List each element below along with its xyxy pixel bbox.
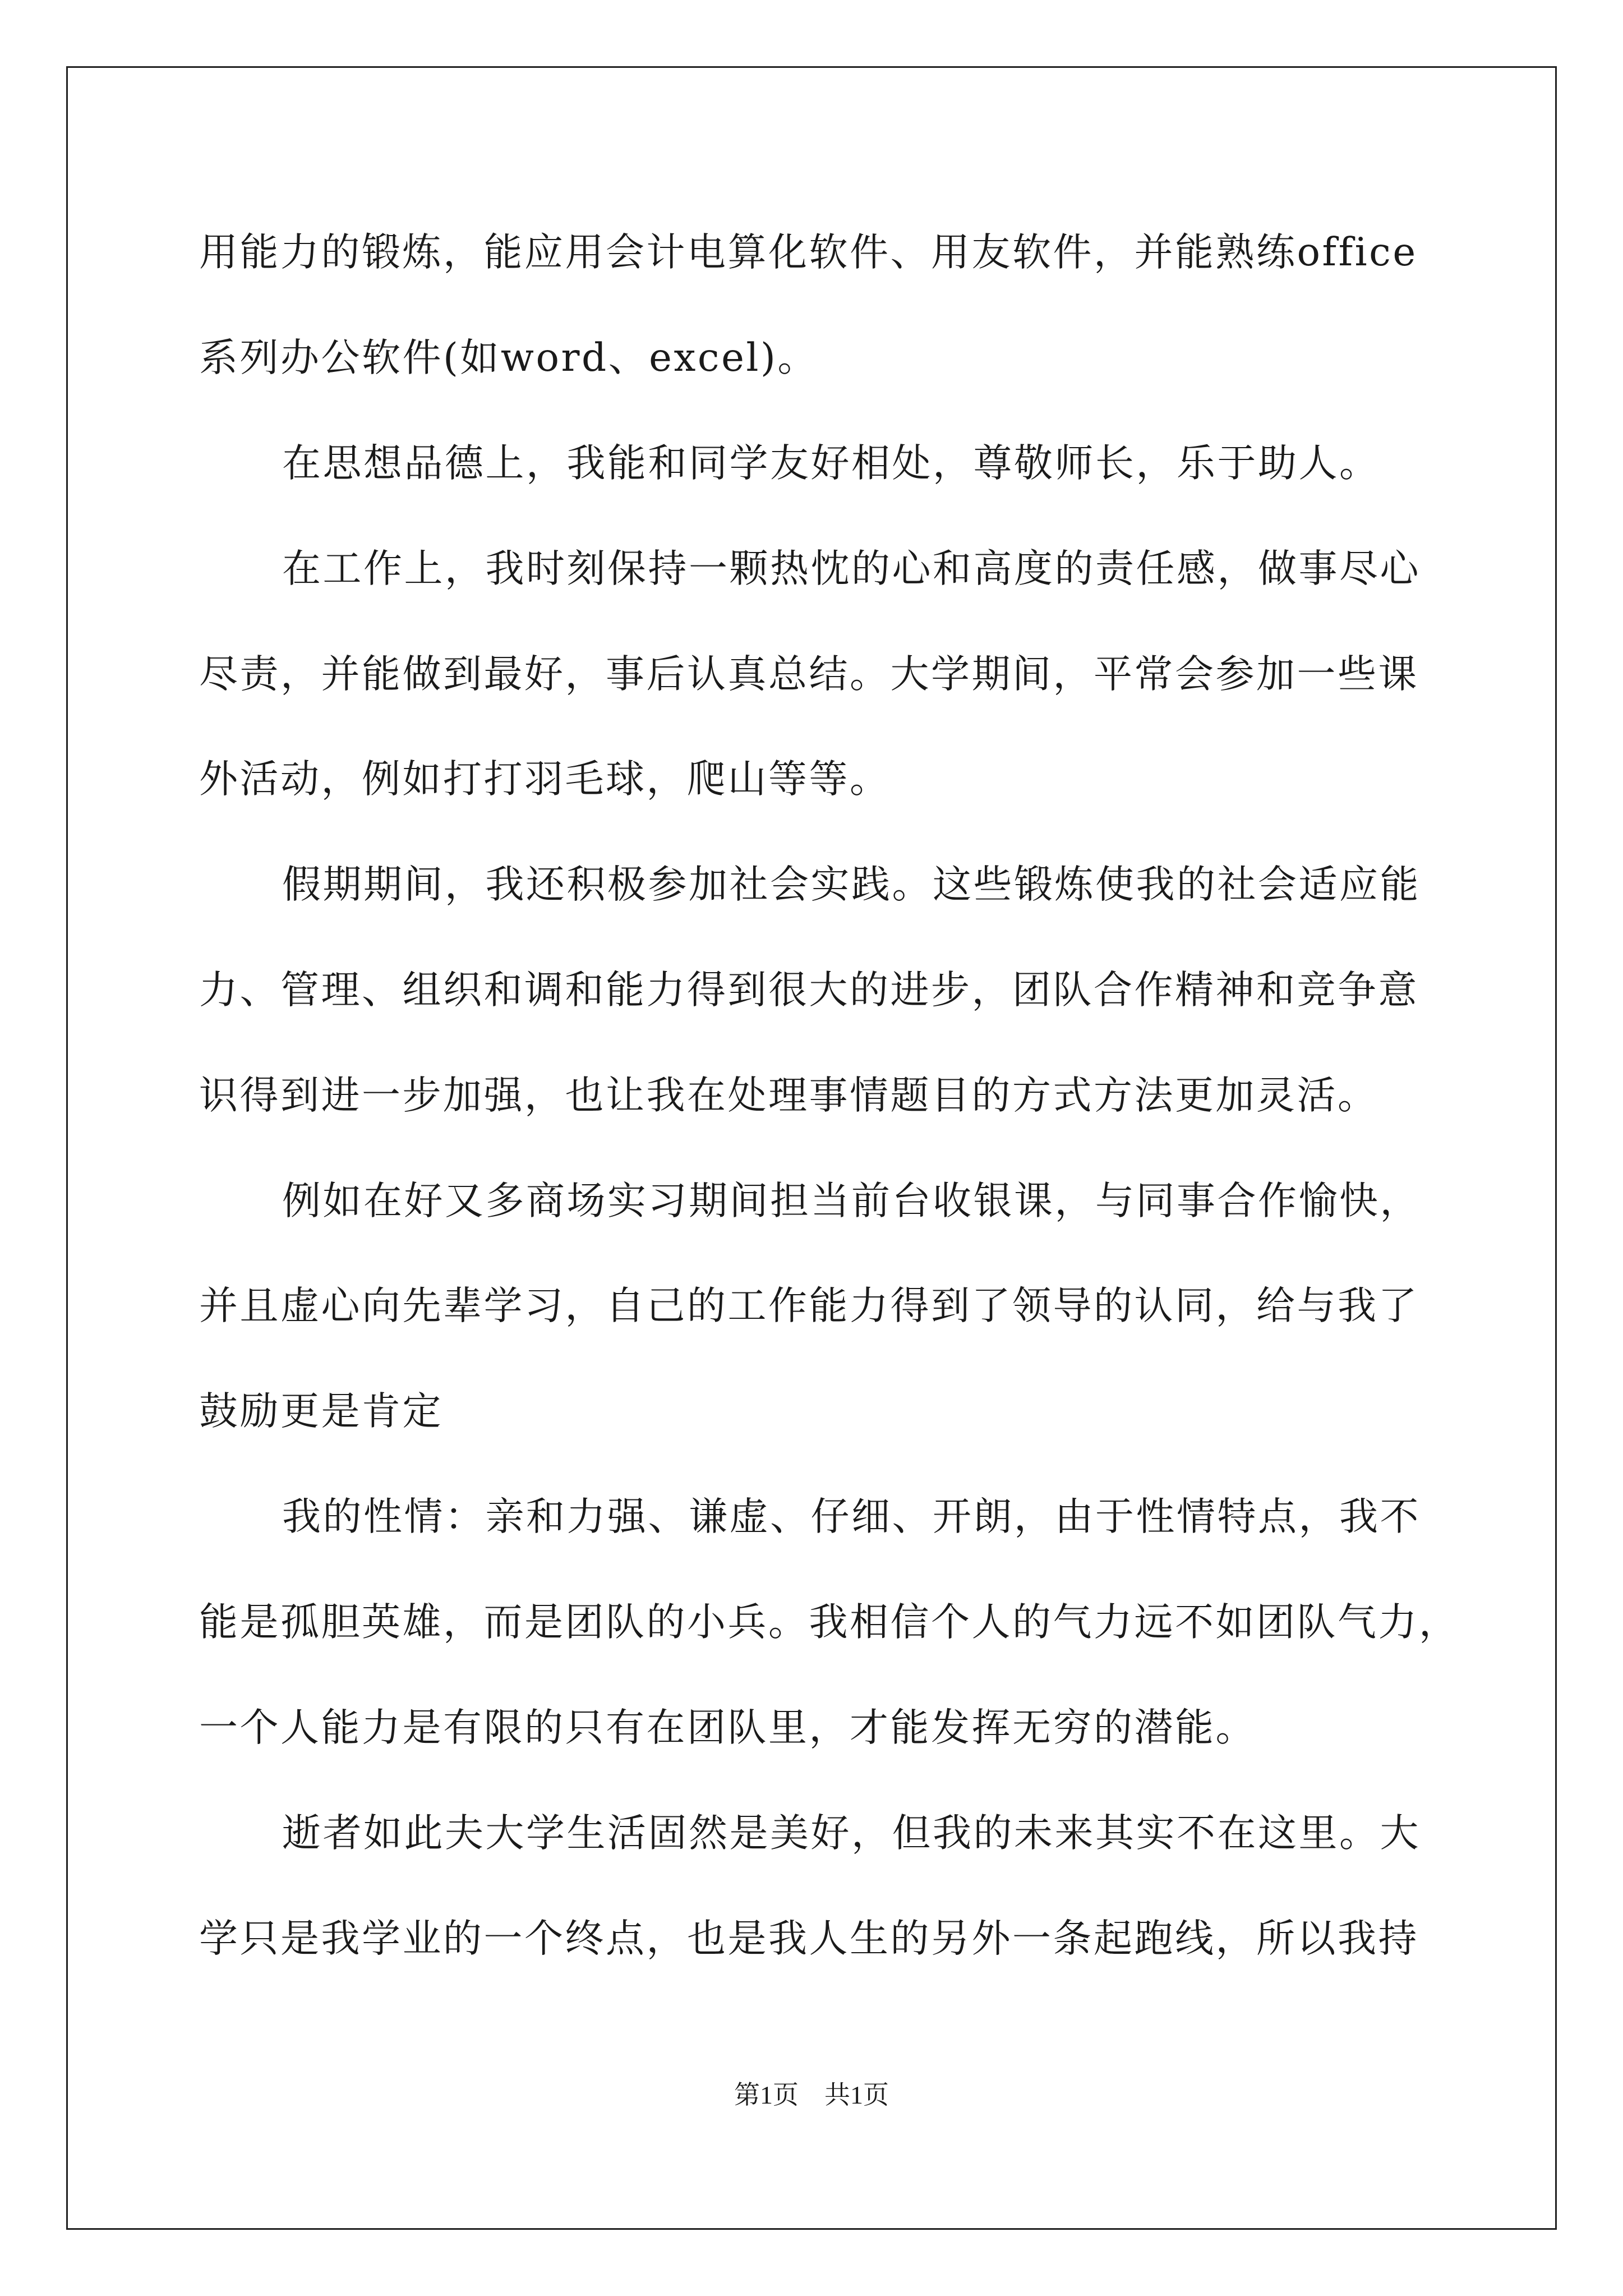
paragraph-start-line: 逝者如此夫大学生活固然是美好，但我的未来其实不在这里。大 xyxy=(282,1811,1421,1856)
paragraph-start-line: 在工作上，我时刻保持一颗热忱的心和高度的责任感，做事尽心 xyxy=(282,546,1421,591)
text-line: 系列办公软件(如word、excel)。 xyxy=(199,335,818,380)
text-line: 尽责，并能做到最好，事后认真总结。大学期间，平常会参加一些课 xyxy=(199,652,1419,697)
paragraph-start-line: 假期期间，我还积极参加社会实践。这些锻炼使我的社会适应能 xyxy=(282,862,1421,907)
text-line: 用能力的锻炼，能应用会计电算化软件、用友软件，并能熟练office xyxy=(199,230,1418,275)
page-border xyxy=(66,66,1557,2230)
text-line: 外活动，例如打打羽毛球，爬山等等。 xyxy=(199,757,891,802)
page-number-current: 第1页 xyxy=(734,2081,799,2109)
page-footer xyxy=(0,2078,1623,2112)
paragraph-start-line: 例如在好又多商场实习期间担当前台收银课，与同事合作愉快， xyxy=(282,1179,1421,1223)
text-line: 识得到进一步加强，也让我在处理事情题目的方式方法更加灵活。 xyxy=(199,1073,1378,1118)
text-line: 鼓励更是肯定 xyxy=(199,1389,443,1434)
text-line: 力、管理、组织和调和能力得到很大的进步，团队合作精神和竞争意 xyxy=(199,968,1419,1013)
paragraph-start-line: 在思想品德上，我能和同学友好相处，尊敬师长，乐于助人。 xyxy=(282,441,1380,486)
text-line: 一个人能力是有限的只有在团队里，才能发挥无穷的潜能。 xyxy=(199,1705,1256,1750)
text-line: 学只是我学业的一个终点，也是我人生的另外一条起跑线，所以我持 xyxy=(199,1916,1419,1961)
text-line: 能是孤胆英雄，而是团队的小兵。我相信个人的气力远不如团队气力， xyxy=(199,1600,1460,1645)
paragraph-start-line: 我的性情：亲和力强、谦虚、仔细、开朗，由于性情特点，我不 xyxy=(282,1494,1421,1539)
page-number-total: 共1页 xyxy=(824,2081,889,2109)
text-line: 并且虚心向先辈学习，自己的工作能力得到了领导的认同，给与我了 xyxy=(199,1283,1419,1328)
